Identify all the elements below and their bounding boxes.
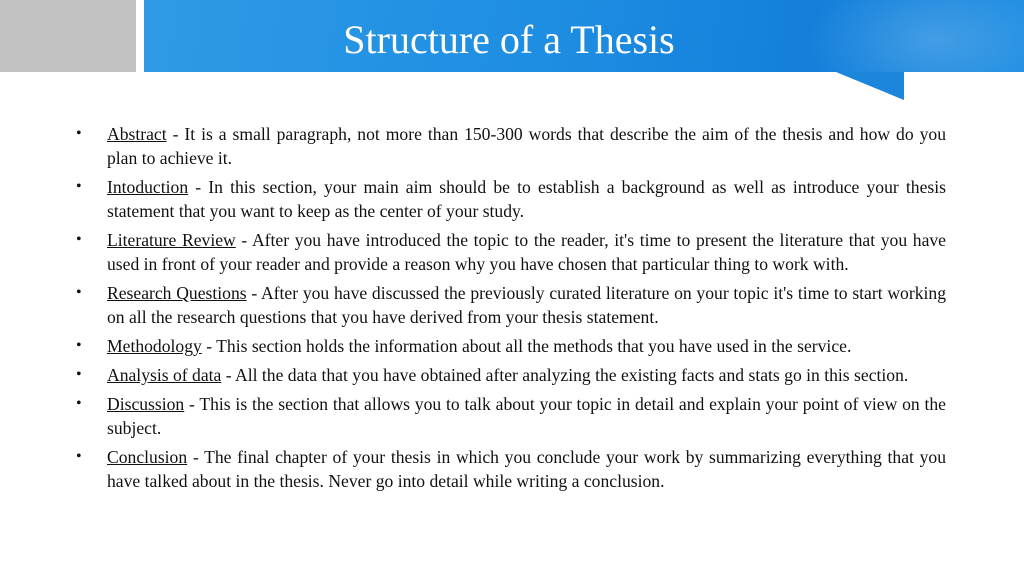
banner-tail-fold bbox=[836, 72, 904, 100]
item-description: - In this section, your main aim should be to establish a background as well as introduce your thesis statement that you want to keep as the center of your study. bbox=[107, 177, 946, 221]
list-item-abstract bbox=[72, 122, 946, 170]
list-item-analysis-of-data bbox=[72, 363, 946, 387]
bullet-icon: • bbox=[76, 125, 82, 142]
slide-title: Structure of a Thesis bbox=[343, 17, 675, 62]
bullet-icon: • bbox=[76, 231, 82, 248]
bullet-icon: • bbox=[76, 395, 82, 412]
term-literature-review: Literature Review bbox=[107, 230, 236, 250]
term-discussion: Discussion bbox=[107, 394, 185, 414]
term-research-questions: Research Questions bbox=[107, 283, 247, 303]
bullet-icon: • bbox=[76, 448, 82, 465]
bullet-icon: • bbox=[76, 284, 82, 301]
item-description: - After you have introduced the topic to the reader, it's time to present the literature that you have used in front of your reader and provide a reason why you have chosen that particular thing to work with. bbox=[107, 230, 946, 274]
term-abstract: Abstract bbox=[107, 124, 167, 144]
list-item-introduction bbox=[72, 175, 946, 223]
item-description: - It is a small paragraph, not more than 150-300 words that describe the aim of the thesis and how do you plan to achieve it. bbox=[107, 124, 946, 168]
item-description: - All the data that you have obtained after analyzing the existing facts and stats go in this section. bbox=[221, 365, 909, 385]
list-item-research-questions bbox=[72, 281, 946, 329]
list-item-discussion bbox=[72, 392, 946, 440]
term-analysis-of-data: Analysis of data bbox=[107, 365, 222, 385]
item-description: - This is the section that allows you to talk about your topic in detail and explain your point of view on the subject. bbox=[107, 394, 946, 438]
bullet-list bbox=[72, 122, 946, 498]
corner-gray-block bbox=[0, 0, 136, 72]
bullet-icon: • bbox=[76, 366, 82, 383]
list-item-methodology bbox=[72, 334, 946, 358]
bullet-icon: • bbox=[76, 337, 82, 354]
list-item-conclusion bbox=[72, 445, 946, 493]
item-description: - This section holds the information about all the methods that you have used in the service. bbox=[201, 336, 852, 356]
item-description: - The final chapter of your thesis in which you conclude your work by summarizing everything that you have talked about in the thesis. Never go into detail while writing a conclusion. bbox=[107, 447, 946, 491]
bullet-icon: • bbox=[76, 178, 82, 195]
term-introduction: Intoduction bbox=[107, 177, 189, 197]
list-item-literature-review bbox=[72, 228, 946, 276]
term-conclusion: Conclusion bbox=[107, 447, 188, 467]
term-methodology: Methodology bbox=[107, 336, 202, 356]
item-description: - After you have discussed the previously curated literature on your topic it's time to start working on all the research questions that you have derived from your thesis statement. bbox=[107, 283, 946, 327]
